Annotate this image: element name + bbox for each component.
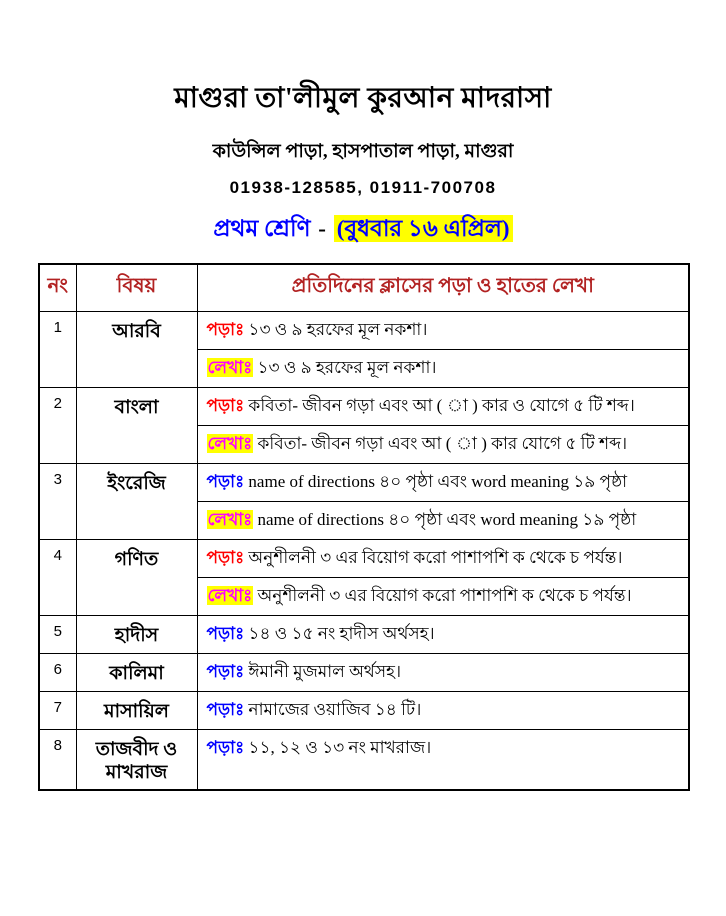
lekha-cell bbox=[197, 501, 689, 539]
row-number: 1 bbox=[39, 311, 76, 387]
document-header bbox=[0, 76, 726, 249]
subject-cell: হাদীস bbox=[76, 615, 197, 653]
lekha-text: ১৩ ও ৯ হরফের মূল নকশা। bbox=[257, 357, 437, 377]
lekha-cell bbox=[197, 349, 689, 387]
table-header-row bbox=[39, 264, 689, 311]
table-row bbox=[39, 387, 689, 425]
lekha-label: লেখাঃ bbox=[207, 509, 253, 529]
table-row bbox=[39, 615, 689, 653]
lekha-label: লেখাঃ bbox=[207, 433, 253, 453]
pora-cell bbox=[197, 387, 689, 425]
date-highlight: (বুধবার ১৬ এপ্রিল) bbox=[334, 215, 513, 242]
table-row bbox=[39, 729, 689, 790]
phone-numbers: 01938-128585, 01911-700708 bbox=[229, 178, 497, 197]
pora-text: ১৪ ও ১৫ নং হাদীস অর্থসহ। bbox=[248, 623, 435, 643]
pora-label: পড়াঃ bbox=[206, 623, 245, 643]
lekha-label: লেখাঃ bbox=[207, 585, 253, 605]
lekha-text: name of directions ৪০ পৃষ্ঠা এবং word meaning ১৯ পৃষ্ঠা bbox=[257, 509, 637, 529]
column-header-no: নং bbox=[39, 264, 76, 311]
class-name: প্রথম শ্রেণি bbox=[213, 216, 311, 241]
row-number: 7 bbox=[39, 691, 76, 729]
pora-cell bbox=[197, 463, 689, 501]
pora-label: পড়াঃ bbox=[206, 395, 245, 415]
pora-label: পড়াঃ bbox=[206, 547, 245, 567]
table-row bbox=[39, 653, 689, 691]
pora-cell bbox=[197, 615, 689, 653]
subject-cell: তাজবীদ ও মাখরাজ bbox=[76, 729, 197, 790]
pora-label: পড়াঃ bbox=[206, 661, 245, 681]
pora-label: পড়াঃ bbox=[206, 319, 245, 339]
row-number: 6 bbox=[39, 653, 76, 691]
pora-label: পড়াঃ bbox=[206, 471, 245, 491]
pora-text: ঈমানী মুজমাল অর্থসহ। bbox=[248, 661, 402, 681]
pora-text: ১৩ ও ৯ হরফের মূল নকশা। bbox=[248, 319, 428, 339]
subject-cell: বাংলা bbox=[76, 387, 197, 463]
column-header-subject: বিষয় bbox=[76, 264, 197, 311]
lekha-text: অনুশীলনী ৩ এর বিয়োগ করো পাশাপশি ক থেকে চ পর্যন্ত। bbox=[257, 585, 632, 605]
subject-cell: কালিমা bbox=[76, 653, 197, 691]
lekha-text: কবিতা- জীবন গড়া এবং আ ( া ) কার যোগে ৫ টি শব্দ। bbox=[257, 433, 628, 453]
subject-cell: আরবি bbox=[76, 311, 197, 387]
row-number: 3 bbox=[39, 463, 76, 539]
column-header-lesson: প্রতিদিনের ক্লাসের পড়া ও হাতের লেখা bbox=[197, 264, 689, 311]
row-number: 5 bbox=[39, 615, 76, 653]
pora-text: নামাজের ওয়াজিব ১৪ টি। bbox=[248, 699, 422, 719]
row-number: 2 bbox=[39, 387, 76, 463]
pora-cell bbox=[197, 729, 689, 790]
pora-text: অনুশীলনী ৩ এর বিয়োগ করো পাশাপশি ক থেকে চ পর্যন্ত। bbox=[248, 547, 623, 567]
lekha-label: লেখাঃ bbox=[207, 357, 253, 377]
pora-cell bbox=[197, 311, 689, 349]
madrasa-address: কাউন্সিল পাড়া, হাসপাতাল পাড়া, মাগুরা bbox=[212, 141, 514, 162]
madrasa-title: মাগুরা তা'লীমুল কুরআন মাদরাসা bbox=[174, 83, 552, 114]
lekha-cell bbox=[197, 577, 689, 615]
separator-dash: - bbox=[318, 216, 326, 241]
subject-cell: গণিত bbox=[76, 539, 197, 615]
table-row bbox=[39, 311, 689, 349]
pora-label: পড়াঃ bbox=[206, 737, 245, 757]
table-row bbox=[39, 539, 689, 577]
class-date-line bbox=[0, 210, 726, 249]
table-row bbox=[39, 691, 689, 729]
table-row bbox=[39, 463, 689, 501]
pora-text: name of directions ৪০ পৃষ্ঠা এবং word meaning ১৯ পৃষ্ঠা bbox=[248, 471, 628, 491]
pora-cell bbox=[197, 539, 689, 577]
subject-cell: মাসায়িল bbox=[76, 691, 197, 729]
row-number: 4 bbox=[39, 539, 76, 615]
pora-label: পড়াঃ bbox=[206, 699, 245, 719]
pora-text: কবিতা- জীবন গড়া এবং আ ( া ) কার ও যোগে ৫ টি শব্দ। bbox=[248, 395, 635, 415]
row-number: 8 bbox=[39, 729, 76, 790]
subject-cell: ইংরেজি bbox=[76, 463, 197, 539]
pora-text: ১১, ১২ ও ১৩ নং মাখরাজ। bbox=[248, 737, 432, 757]
lekha-cell bbox=[197, 425, 689, 463]
pora-cell bbox=[197, 653, 689, 691]
lesson-schedule-table bbox=[38, 263, 690, 791]
pora-cell bbox=[197, 691, 689, 729]
